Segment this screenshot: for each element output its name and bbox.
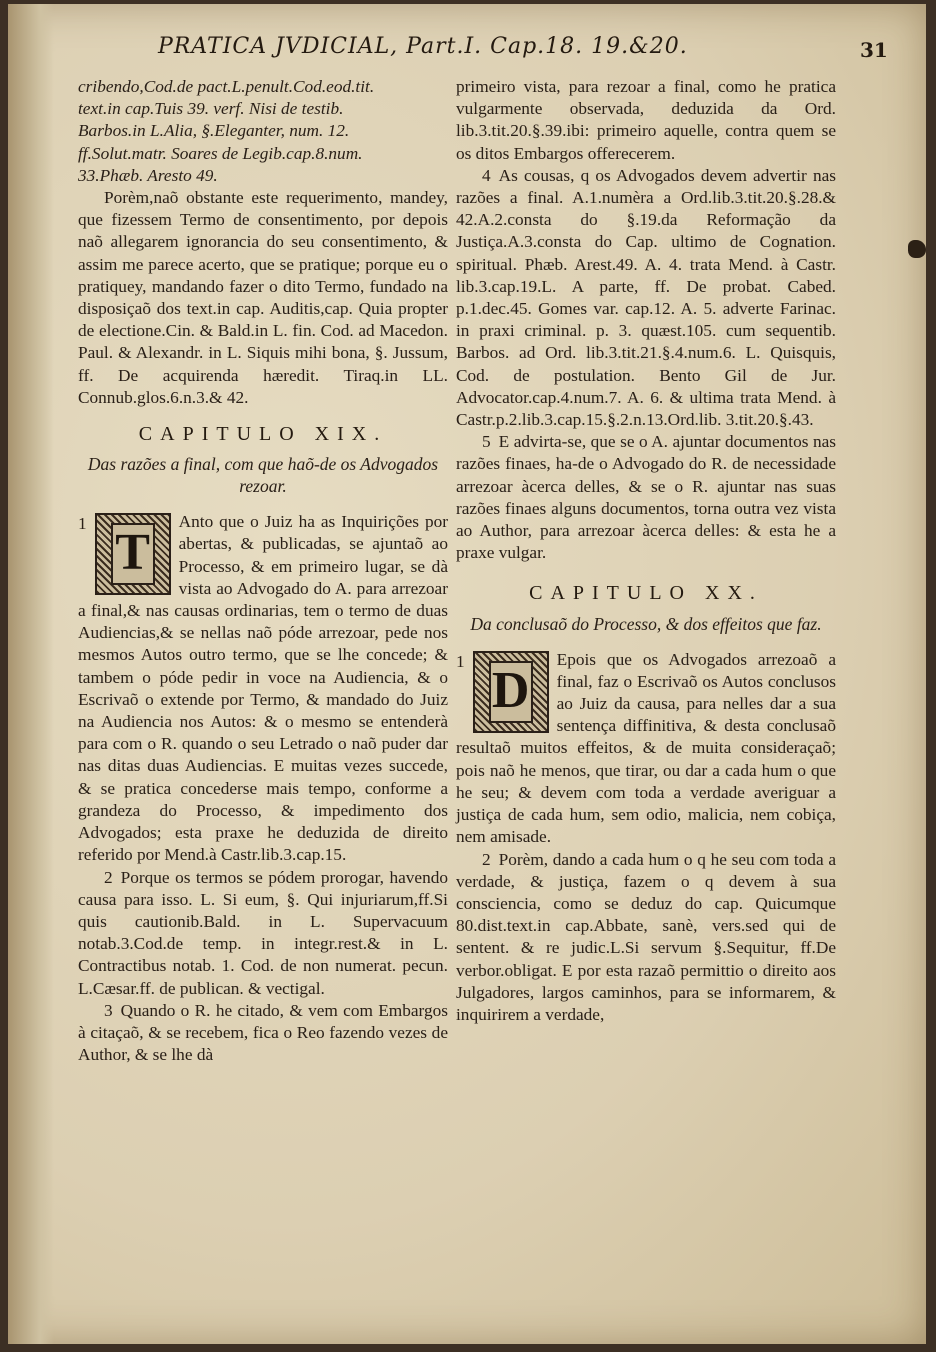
running-title: PRATICA JVDICIAL, Part.I. Cap.18. 19.&20. <box>158 34 688 59</box>
paragraph-text: Quando o R. he citado, & vem com Embargos à citaçaõ, & se recebem, fica o Reo fazendo vezes de Author, & se lhe dà <box>78 1000 448 1065</box>
paragraph: primeiro vista, para rezoar a final, como he pratica vulgarmente observada, deduzida da Ord. lib.3.tit.20.§.39.ibi: primeiro aquelle, contra quem se os ditos Embargos offerecerem. <box>456 77 836 163</box>
paragraph: Porèm,naõ obstante este requerimento, mandey, que fizessem Termo de consentimento, por depois naõ allegarem ignorancia do seu consentimento, & assim me parece acerto, que se pratique; porque eu o pratiquey, mandando fazer o dito Termo, fundado na disposiçaõ dos text.in cap. Auditis,cap. Quia propter de electione.Cin. & Bald.in L. fin. Cod. ad Macedon. Paul. & Alexandr. in L. Siquis mihi bona, §. Jussum, ff. De acquirenda hæredit. Tiraq.in LL. Connub.glos.6.n.3.& 42. <box>78 188 448 407</box>
ornamental-initial <box>473 651 549 733</box>
chapter-subtitle: Das razões a final, com que haõ-de os Advogados rezoar. <box>87 454 439 497</box>
ornamental-initial-letter: D <box>489 661 533 723</box>
paragraph-text: E advirta-se, que se o A. ajuntar documentos nas razões finaes, ha-de o Advogado do R. de necessidade arrezoar àcerca delles, & se o R. ajuntar nas suas razões finaes alguns documentos, torna outra vez vista ao Author, para arrezoar àcerca delles: & esta he a praxe vulgar. <box>456 432 836 563</box>
chapter-subtitle: Da conclusaõ do Processo, & dos effeitos que faz. <box>470 613 822 634</box>
paragraph-text: Porèm, dando a cada hum o q he seu com toda a verdade, & justiça, fazem o q devem à sua consciencia, como se deduz do cap. Quicumque 80.dist.text.in cap.Abbate, sanè, vers.sed qui de sentent. & re judic.L.Si servum §.Sequitur, ff.De verbor.obligat. E por esta razaõ permittio o direito aos Julgadores, largos caminhos, para se informarem, & inquirirem a verdade, <box>456 849 836 1024</box>
paragraph-number: 1 <box>456 651 465 671</box>
paragraph-number: 2 <box>482 849 491 869</box>
paragraph <box>456 849 836 1027</box>
paragraph-number: 5 <box>482 432 491 452</box>
citation-line: text.in cap.Tuis 39. verf. Nisi de testib. <box>78 99 344 119</box>
paragraph-with-dropcap <box>456 649 836 849</box>
chapter-heading: CAPITULO XIX. <box>138 423 388 446</box>
paragraph-text: As cousas, q os Advogados devem advertir nas razões a final. A.1.numèra a Ord.lib.3.tit.20.§.28.& 42.A.2.consta do §.19.da Reformação da Justiça.A.3.consta do Cap. ultimo de Cognation. spiritual. Phæb. Arest.49. A. 4. trata Mend. à Castr. lib.3.cap.19.L. A parte, ff. De probat. Cabed. p.1.dec.45. Gomes var. cap.12. A. 5. adverte Farinac. in praxi criminal. p. 3. quæst.105. cum sequentib. Barbos. ad Ord. lib.3.tit.21.§.4.num.6. L. Quisquis, Cod. de postulation. Bento Gil de Jur. Advocator.cap.4.num.7. A. 6. & ultima trata Mend. à Castr.p.2.lib.3.cap.15.§.2.n.13.Ord.lib. 3.tit.20.§.43. <box>456 165 836 430</box>
page-gutter-shadow <box>8 4 54 1344</box>
citation-line: Barbos.in L.Alia, §.Eleganter, num. 12. <box>78 121 350 141</box>
paragraph-text: Anto que o Juiz ha as Inquirições por abertas, & publicadas, se ajuntaõ ao Processo, & em primeiro lugar, se dà vista ao Advogado do A. para arrezoar a final,& nas causas ordinarias, tem o termo de duas Audiencias,& se nellas naõ póde arrezoar, pede nos mesmos Autos outro termo, que se lhe concede; & tambem o póde pedir in voce na Audiencia, & o Escrivaõ o extende por Termo, & mandado do Juiz na Audiencia nos Autos: & o mesmo se entenderà para com o R. quando o seu Letrado o naõ puder dar nas ditas duas Audiencias. E muitas vezes succede, & se pratica concederse mais tempo, conforme a grandeza do Processo, & impedimento dos Advogados; esta praxe he deduzida de direito referido por Mend.à Castr.lib.3.cap.15. <box>78 512 448 865</box>
chapter-heading: CAPITULO XX. <box>529 582 763 605</box>
right-column <box>456 76 836 1026</box>
paragraph <box>78 867 448 1000</box>
paragraph-number: 3 <box>104 1000 113 1020</box>
paragraph-number: 4 <box>482 165 491 185</box>
paragraph-text: Porque os termos se pódem prorogar, havendo causa para isso. L. Si eum, §. Qui injuriarum,ff.Si quis cautionib.Bald. in L. Supervacuum notab.3.Cod.de temp. in integr.rest.& in L. Contractibus notab. 1. Cod. de non numerat. pecun. L.Cæsar.ff. de publican. & vectigal. <box>78 867 448 998</box>
left-column <box>78 76 448 1066</box>
paragraph <box>78 1000 448 1067</box>
citation-line: cribendo,Cod.de pact.L.penult.Cod.eod.tit. <box>78 77 375 96</box>
paragraph-number: 2 <box>104 867 113 887</box>
ornamental-initial <box>95 513 171 595</box>
paragraph-number: 1 <box>78 514 87 534</box>
ornamental-initial-letter: T <box>111 523 155 585</box>
ink-stain <box>908 240 926 258</box>
paragraph-text: Epois que os Advogados arrezoaõ a final, faz o Escrivaõ os Autos conclusos ao Juiz da causa, para nelles dar a sua sentença diffinitiva, & desta conclusaõ resultaõ muitos effeitos, & de muita consideraçaõ; pois naõ he menos, que tirar, ou dar a cada hum o que he seu; & devem com toda a verdade averiguar a justiça de cada hum, sem odio, malicia, nem cobiça, nem amisade. <box>456 649 836 847</box>
paragraph <box>456 431 836 564</box>
paragraph-with-dropcap <box>78 511 448 866</box>
book-page <box>8 4 926 1344</box>
folio-number: 31 <box>860 38 888 62</box>
citation-line: ff.Solut.matr. Soares de Legib.cap.8.num. <box>78 143 363 163</box>
paragraph <box>456 165 836 431</box>
citation-line: 33.Phæb. Aresto 49. <box>78 165 218 185</box>
